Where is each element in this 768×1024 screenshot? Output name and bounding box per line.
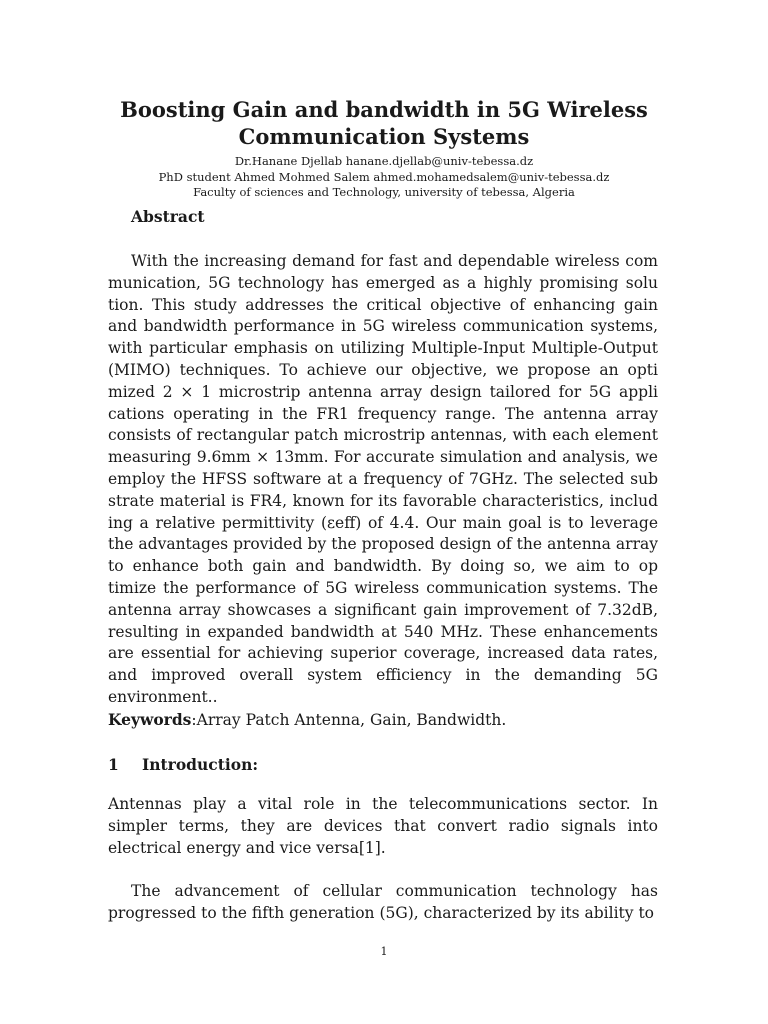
abstract-line: (MIMO) techniques. To achieve our objective, we propose an opti: [108, 360, 658, 379]
author-line-2: PhD student Ahmed Mohmed Salem ahmed.mohamedsalem@univ-tebessa.dz: [158, 169, 610, 184]
page-number: 1: [380, 945, 388, 958]
author-line-1: Dr.Hanane Djellab hanane.djellab@univ-tebessa.dz: [234, 154, 534, 168]
intro-paragraph-1: Antennas play a vital role in the telecommunications sector. In simpler terms, they are devices that convert radio signals into electrical energy and vice versa[1].: [108, 795, 658, 857]
abstract-line: With the increasing demand for fast and dependable wireless com: [131, 252, 658, 270]
abstract-line: ing a relative permittivity (εeff) of 4.4. Our main goal is to leverage: [108, 513, 658, 532]
abstract-line: mized 2 × 1 microstrip antenna array design tailored for 5G appli: [108, 382, 658, 401]
abstract-line: measuring 9.6mm × 13mm. For accurate simulation and analysis, we: [108, 448, 658, 467]
abstract-line: are essential for achieving superior coverage, increased data rates, and: [108, 644, 658, 685]
abstract-heading: Abstract: [131, 207, 205, 226]
keywords: [108, 709, 658, 732]
keywords-text: :Array Patch Antenna, Gain, Bandwidth.: [191, 711, 507, 729]
abstract-line: munication, 5G technology has emerged as a highly promising solu: [108, 273, 658, 292]
abstract-line: antenna array showcases a significant gain improvement of 7.32dB,: [108, 600, 658, 619]
title-line-1: Boosting Gain and bandwidth in 5G Wireless: [120, 97, 648, 122]
title-line-2: Communication Systems: [238, 124, 530, 149]
abstract-line: consists of rectangular patch microstrip antennas, with each element: [108, 426, 658, 445]
abstract-line: cations operating in the FR1 frequency range. The antenna array: [108, 404, 658, 423]
abstract-body: [108, 251, 658, 709]
abstract-line: and bandwidth performance in 5G wireless communication systems,: [108, 317, 658, 336]
abstract-line: the advantages provided by the proposed design of the antenna array: [108, 535, 658, 554]
abstract-line: employ the HFSS software at a frequency of 7GHz. The selected sub: [108, 469, 658, 488]
affiliation-line: Faculty of sciences and Technology, university of tebessa, Algeria: [193, 185, 575, 199]
abstract-line: improved overall system efficiency in the demanding 5G environment..: [108, 666, 659, 706]
abstract-line: with particular emphasis on utilizing Multiple-Input Multiple-Output: [108, 339, 658, 358]
abstract-line: strate material is FR4, known for its favorable characteristics, includ: [108, 491, 658, 510]
abstract-line: to enhance both gain and bandwidth. By doing so, we aim to op: [108, 557, 658, 576]
keywords-label: Keywords: [108, 710, 192, 729]
paper-title: [100, 96, 668, 150]
section-heading: [108, 755, 258, 774]
abstract-line: resulting in expanded bandwidth at 540 MHz. These enhancements: [108, 622, 658, 641]
author-block: [80, 154, 688, 201]
section-title: Introduction:: [142, 755, 259, 774]
intro-paragraph-2: The advancement of cellular communication technology has progressed to the fifth generation (5G), characterized by its ability to: [108, 882, 658, 922]
abstract-line: timize the performance of 5G wireless communication systems. The: [108, 578, 658, 597]
section-number: 1: [108, 755, 119, 774]
abstract-line: tion. This study addresses the critical objective of enhancing gain: [108, 295, 658, 314]
